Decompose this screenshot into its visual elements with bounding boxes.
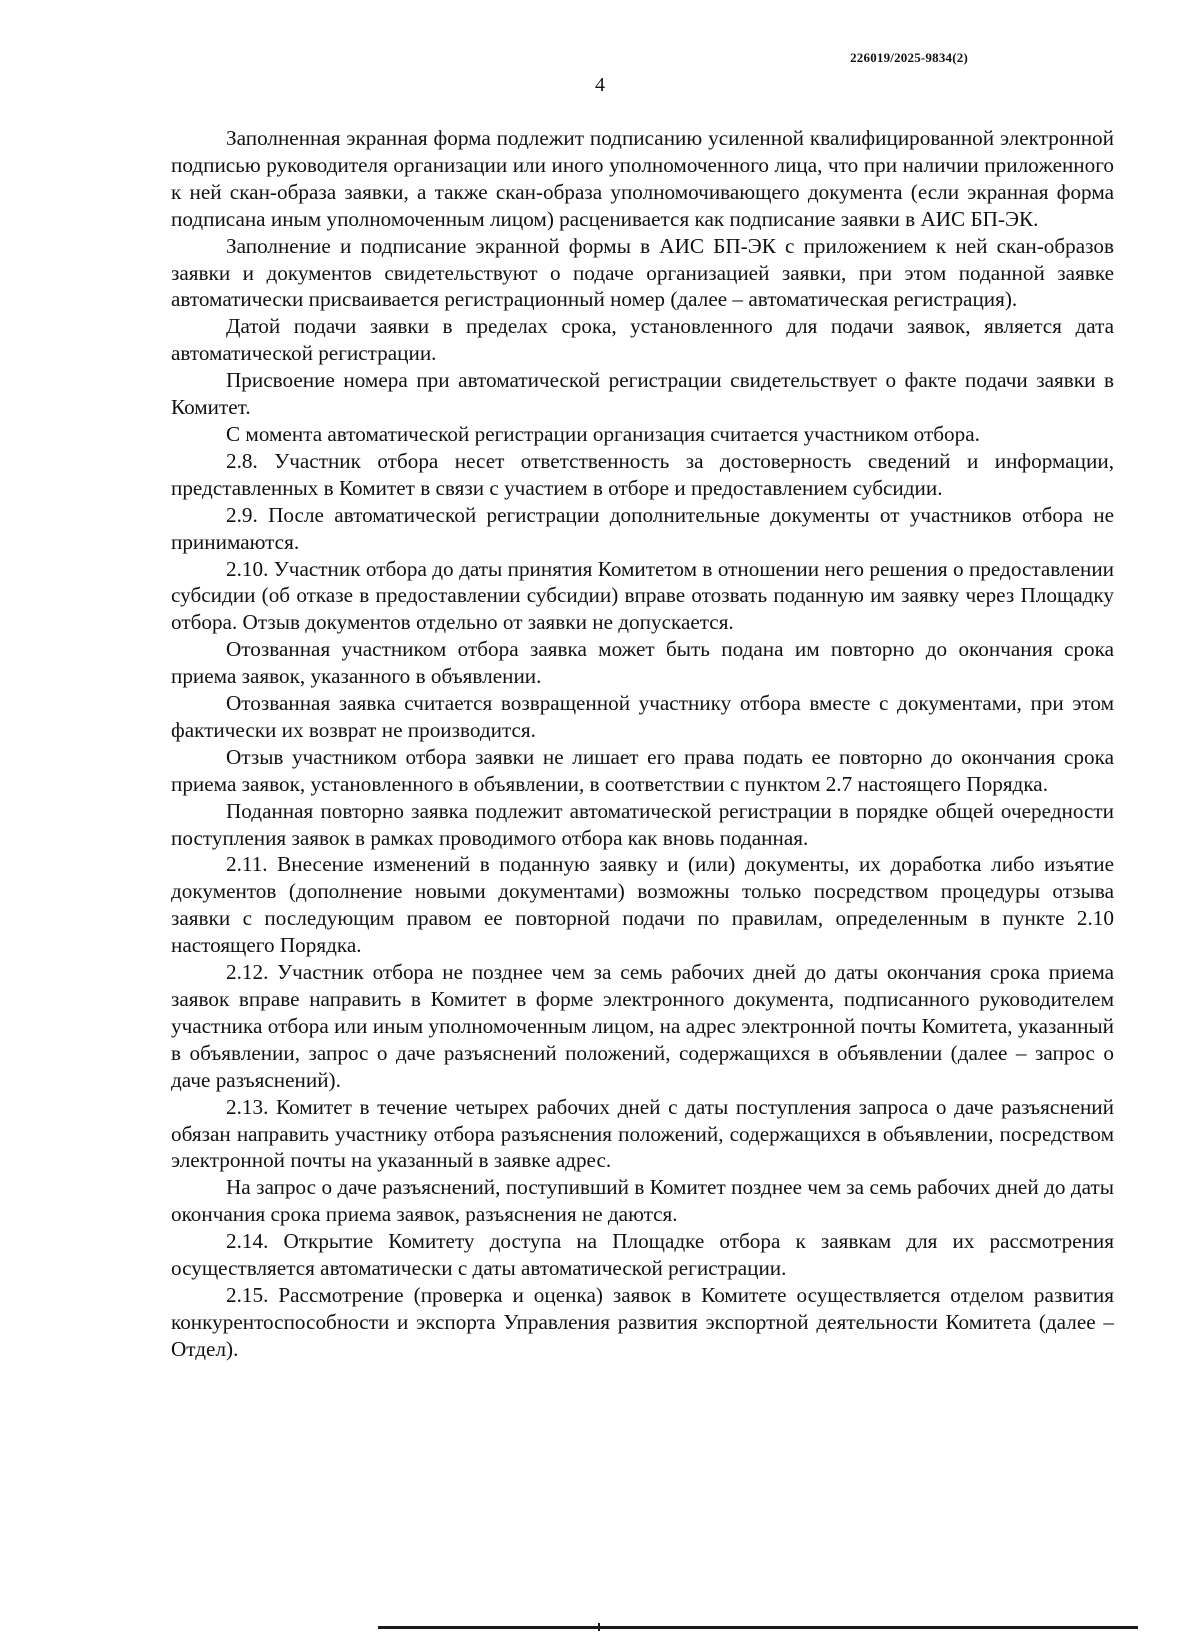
paragraph: 2.15. Рассмотрение (проверка и оценка) заявок в Комитете осуществляется отделом развития конкурентоспособности и экспорта Управления развития экспортной деятельности Комитета (далее – Отдел). bbox=[171, 1282, 1114, 1361]
paragraph: Отозванная заявка считается возвращенной участнику отбора вместе с документами, при этом фактически их возврат не производится. bbox=[171, 691, 1114, 742]
scan-edge-tick bbox=[598, 1623, 600, 1631]
paragraph: Отозванная участником отбора заявка может быть подана им повторно до окончания срока приема заявок, указанного в объявлении. bbox=[171, 637, 1114, 689]
document-body bbox=[171, 125, 1114, 1363]
scan-edge-line bbox=[378, 1626, 1138, 1629]
paragraph: Датой подачи заявки в пределах срока, установленного для подачи заявок, является дата автоматической регистрации. bbox=[171, 314, 1114, 366]
page-number: 4 bbox=[595, 74, 605, 96]
paragraph: Заполненная экранная форма подлежит подписанию усиленной квалифицированной электронной подписью руководителя организации или иного уполномоченного лица, что при наличии приложенного к ней скан-образа заявки, а также скан-образа уполномочивающего документа (если экранная форма подписана иным уполномоченным лицом) расценивается как подписание заявки в АИС БП-ЭК. bbox=[171, 126, 1114, 231]
paragraph: С момента автоматической регистрации организация считается участником отбора. bbox=[226, 421, 980, 446]
paragraph: 2.8. Участник отбора несет ответственность за достоверность сведений и информации, представленных в Комитет в связи с участием в отборе и предоставлением субсидии. bbox=[171, 448, 1114, 500]
paragraph: Отзыв участником отбора заявки не лишает его права подать ее повторно до окончания срока приема заявок, установленного в объявлении, в соответствии с пунктом 2.7 настоящего Порядка. bbox=[171, 744, 1114, 796]
paragraph: 2.12. Участник отбора не позднее чем за семь рабочих дней до даты окончания срока приема заявок вправе направить в Комитет в форме электронного документа, подписанного руководителем участника отбора или иным уполномоченным лицом, на адрес электронной почты Комитета, указанный в объявлении, запрос о даче разъяснений положений, содержащихся в объявлении (далее – запрос о даче разъяснений). bbox=[171, 960, 1114, 1092]
paragraph: 2.13. Комитет в течение четырех рабочих дней с даты поступления запроса о даче разъяснений обязан направить участнику отбора разъяснения положений, содержащихся в объявлении, посредством электронной почты на указанный в заявке адрес. bbox=[171, 1094, 1114, 1173]
paragraph: 2.14. Открытие Комитету доступа на Площадке отбора к заявкам для их рассмотрения осуществляется автоматически с даты автоматической регистрации. bbox=[171, 1229, 1114, 1281]
paragraph: Заполнение и подписание экранной формы в АИС БП-ЭК с приложением к ней скан-образов заявки и документов свидетельствуют о подаче организацией заявки, при этом поданной заявке автоматически присваивается регистрационный номер (далее – автоматическая регистрация). bbox=[171, 233, 1114, 312]
paragraph: 2.9. После автоматической регистрации дополнительные документы от участников отбора не принимаются. bbox=[171, 502, 1114, 554]
paragraph: 2.11. Внесение изменений в поданную заявку и (или) документы, их доработка либо изъятие документов (дополнение новыми документами) возможны только посредством процедуры отзыва заявки с последующим правом ее повторной подачи по правилам, определенным в пункте 2.10 настоящего Порядка. bbox=[171, 852, 1114, 958]
paragraph: Присвоение номера при автоматической регистрации свидетельствует о факте подачи заявки в Комитет. bbox=[171, 368, 1114, 420]
paragraph: 2.10. Участник отбора до даты принятия Комитетом в отношении него решения о предоставлении субсидии (об отказе в предоставлении субсидии) вправе отозвать поданную им заявку через Площадку отбора. Отзыв документов отдельно от заявки не допускается. bbox=[171, 556, 1114, 635]
document-number: 226019/2025-9834(2) bbox=[850, 50, 968, 65]
paragraph: Поданная повторно заявка подлежит автоматической регистрации в порядке общей очередности поступления заявок в рамках проводимого отбора как вновь поданная. bbox=[171, 798, 1114, 850]
paragraph: На запрос о даче разъяснений, поступивший в Комитет позднее чем за семь рабочих дней до даты окончания срока приема заявок, разъяснения не даются. bbox=[171, 1175, 1114, 1227]
